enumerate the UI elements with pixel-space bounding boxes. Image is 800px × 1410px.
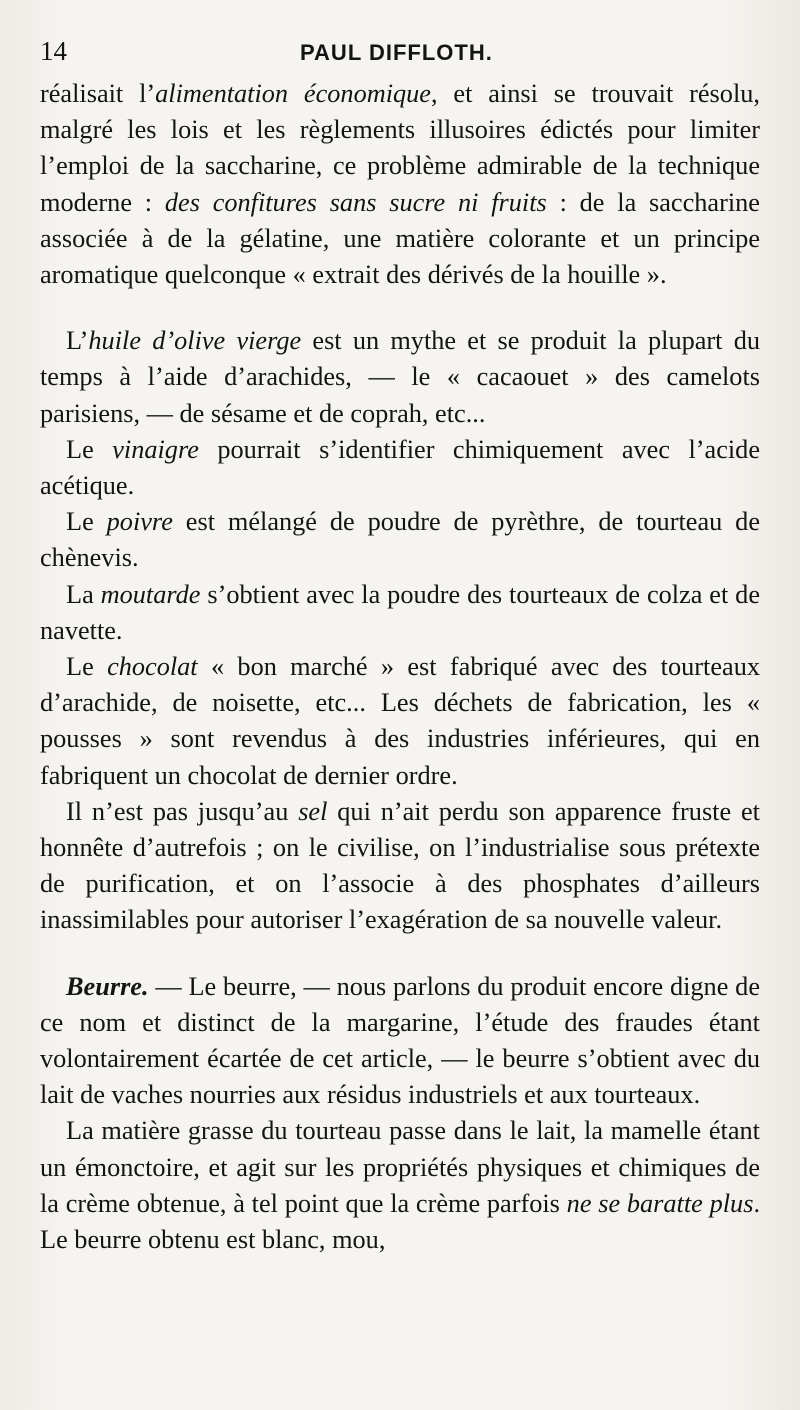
text-run: est mélangé de poudre de pyrèthre, de tourteau de chènevis. [40,507,760,573]
paragraph-chocolat [40,649,760,794]
italic-term: vinaigre [112,434,199,464]
paragraph-saccharine [40,76,760,293]
text-run: Il n’est pas jusqu’au [66,796,299,826]
paragraph-huile [40,323,760,432]
text-run: : de la saccharine associée à de la gélatine, une matière colorante et un principe aromatique quelconque « extrait des dérivés de la houille ». [40,187,760,290]
italic-term: huile d’olive vierge [88,326,302,356]
text-run: s’obtient avec la poudre des tourteaux de colza et de navette. [40,579,760,645]
text-run: « bon marché » est fabriqué avec des tourteaux d’arachide, de noisette, etc... Les déchets de fabrication, les « pousses » sont revendus à des industries inférieures, qui en fabriquent un chocolat de dernier ordre. [40,652,760,790]
italic-term: moutarde [100,579,201,609]
italic-term: sel [298,796,328,826]
section-heading: Beurre. [66,971,149,1001]
text-run: La matière grasse du tourteau passe dans le lait, la mamelle étant un émonctoire, et agit sur les propriétés physiques et chimiques de la crème obtenue, à tel point que la crème parfois [40,1116,760,1218]
text-run: La [66,579,101,609]
italic-term: ne se baratte plus [566,1188,754,1218]
text-run: pourrait s’identifier chimiquement avec l’acide acétique. [40,434,761,501]
paragraph-moutarde [40,577,760,649]
text-run: est un mythe et se produit la plupart du temps à l’aide d’arachides, — le « cacaouet » des camelots parisiens, — de sésame et de coprah, etc... [40,326,761,428]
italic-term: des confitures sans sucre ni fruits [164,187,547,217]
text-run: qui n’ait perdu son apparence fruste et honnête d’autrefois ; on le civilise, on l’industrialise sous prétexte de purification, et on l’associe à des phosphates d’ailleurs inassimilables pour autoriser l’exagération de sa nouvelle valeur. [40,796,760,935]
italic-term: alimentation économique [155,79,431,108]
text-run: Le [66,652,108,682]
running-head [40,32,760,76]
paragraph-sel [40,794,760,939]
italic-term: poivre [106,507,173,537]
text-run: Le [66,434,113,464]
text-run: réalisait l’ [40,79,156,108]
body-text [40,76,760,1258]
text-run: , et ainsi se trouvait résolu, malgré les lois et les règlements illusoires édictés pour limiter l’emploi de la saccharine, ce problème admirable de la technique moderne : [40,79,760,217]
paragraph-matiere-grasse [40,1113,760,1258]
text-run: L’ [66,326,89,356]
paragraph-beurre [40,969,760,1114]
italic-term: chocolat [107,652,198,682]
running-title: PAUL DIFFLOTH. [300,40,493,65]
text-run: — Le beurre, — nous parlons du produit encore digne de ce nom et distinct de la margarine, l’étude des fraudes étant volontairement écartée de cet article, — le beurre s’obtient avec du lait de vaches nourries aux résidus industriels et aux tourteaux. [40,971,760,1110]
page-number: 14 [40,36,67,66]
paragraph-vinaigre [40,432,760,504]
text-run: Le [66,507,107,537]
paragraph-poivre [40,504,760,576]
text-run: . Le beurre obtenu est blanc, mou, [40,1188,761,1255]
